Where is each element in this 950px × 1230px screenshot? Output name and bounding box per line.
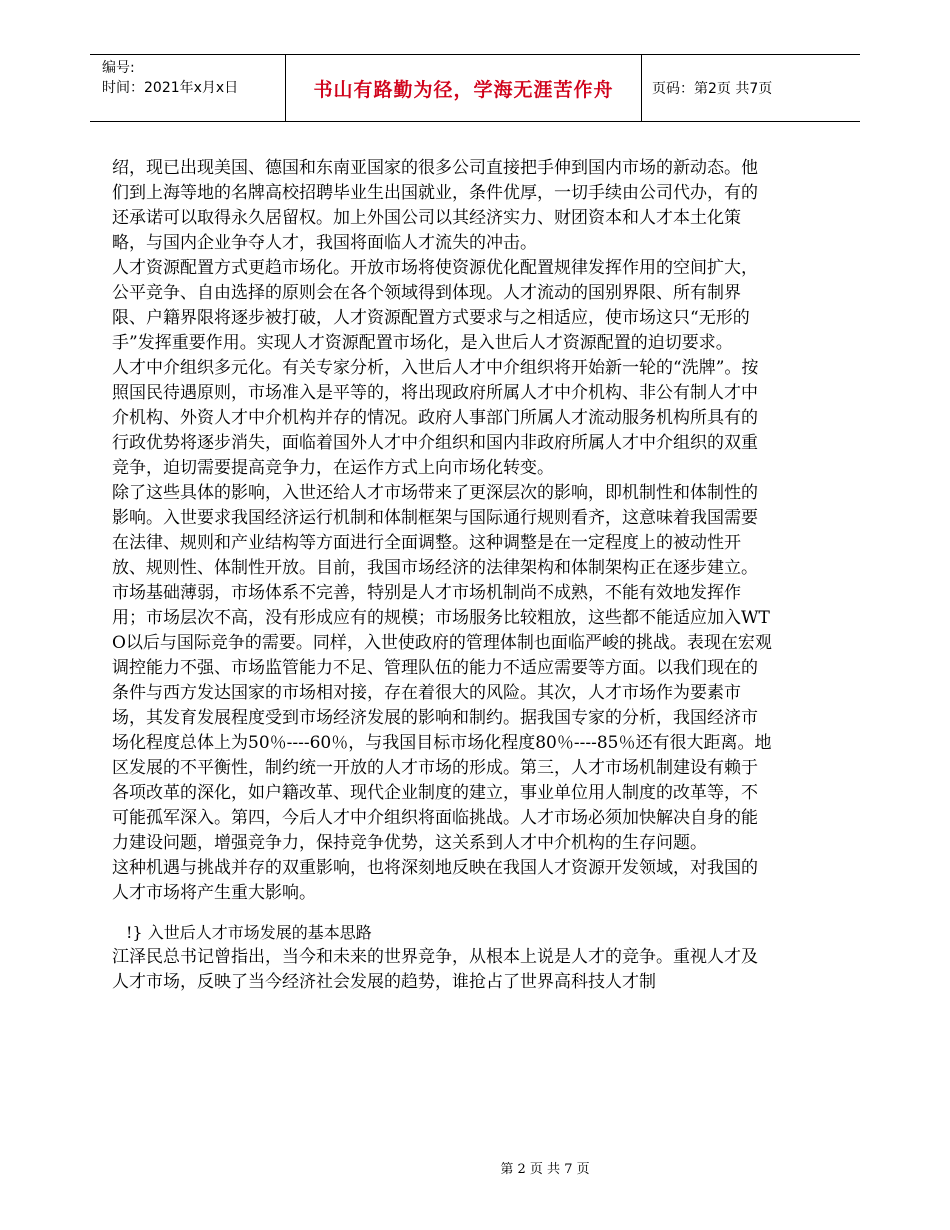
body-paragraph: 江泽民总书记曾指出，当今和未来的世界竞争，从根本上说是人才的竞争。重视人才及人才市场，反映了当今经济社会发展的趋势，谁抢占了世界高科技人才制 [112, 947, 758, 992]
page-header [90, 54, 860, 122]
body-paragraph: 绍，现已出现美国、德国和东南亚国家的很多公司直接把手伸到国内市场的新动态。他们到上海等地的名牌高校招聘毕业生出国就业，条件优厚，一切手续由公司代办，有的还承诺可以取得永久居留权。加上外国公司以其经济实力、财团资本和人才本土化策略，与国内企业争夺人才，我国将面临人才流失的冲击。 [112, 158, 758, 253]
body-paragraph: 人才中介组织多元化。有关专家分析，入世后人才中介组织将开始新一轮的“洗牌”。按照国民待遇原则，市场准入是平等的，将出现政府所属人才中介机构、非公有制人才中介机构、外资人才中介机构并存的情况。政府人事部门所属人才流动服务机构所具有的行政优势将逐步消失，面临着国外人才中介组织和国内非政府所属人才中介组织的双重竞争，迫切需要提高竞争力，在运作方式上向市场化转变。 [112, 358, 759, 478]
header-motto: 书山有路勤为径，学海无涯苦作舟 [286, 55, 642, 121]
document-body [112, 156, 772, 995]
document-time-label: 时间：2021年x月x日 [102, 80, 239, 96]
section-heading: !} 入世后人才市场发展的基本思路 [126, 923, 372, 942]
body-paragraph: 这种机遇与挑战并存的双重影响，也将深刻地反映在我国人才资源开发领域，对我国的人才市场将产生重大影响。 [112, 858, 758, 903]
page-footer [0, 1158, 950, 1177]
header-page-info: 页码：第2页 共7页 [652, 81, 773, 97]
header-meta [90, 55, 286, 121]
document-number-label: 编号: [102, 60, 135, 76]
body-paragraph: 除了这些具体的影响，入世还给人才市场带来了更深层次的影响，即机制性和体制性的影响。入世要求我国经济运行机制和体制框架与国际通行规则看齐，这意味着我国需要在法律、规则和产业结构等方面进行全面调整。这种调整是在一定程度上的被动性开放、规则性、体制性开放。目前，我国市场经济的法律架构和体制架构正在逐步建立。市场基础薄弱，市场体系不完善，特别是人才市场机制尚不成熟，不能有效地发挥作用；市场层次不高，没有形成应有的规模；市场服务比较粗放，这些都不能适应加入WTO以后与国际竞争的需要。同样，入世使政府的管理体制也面临严峻的挑战。表现在宏观调控能力不强、市场监管能力不足、管理队伍的能力不适应需要等方面。以我们现在的条件与西方发达国家的市场相对接，存在着很大的风险。其次，人才市场作为要素市场，其发育发展程度受到市场经济发展的影响和制约。据我国专家的分析，我国经济市场化程度总体上为50％----60％，与我国目标市场化程度80％----85％还有很大距离。地区发展的不平衡性，制约统一开放的人才市场的形成。第三，人才市场机制建设有赖于各项改革的深化，如户籍改革、现代企业制度的建立，事业单位用人制度的改革等，不可能孤军深入。第四，今后人才中介组织将面临挑战。人才市场必须加快解决自身的能力建设问题，增强竞争力，保持竞争优势，这关系到人才中介机构的生存问题。 [112, 483, 772, 853]
body-paragraph: 人才资源配置方式更趋市场化。开放市场将使资源优化配置规律发挥作用的空间扩大，公平竞争、自由选择的原则会在各个领域得到体现。人才流动的国别界限、所有制界限、户籍界限将逐步被打破，人才资源配置方式要求与之相适应，使市场这只“无形的手”发挥重要作用。实现人才资源配置市场化，是入世后人才资源配置的迫切要求。 [112, 258, 758, 353]
footer-page-number: 第 2 页 共 7 页 [500, 1162, 590, 1177]
